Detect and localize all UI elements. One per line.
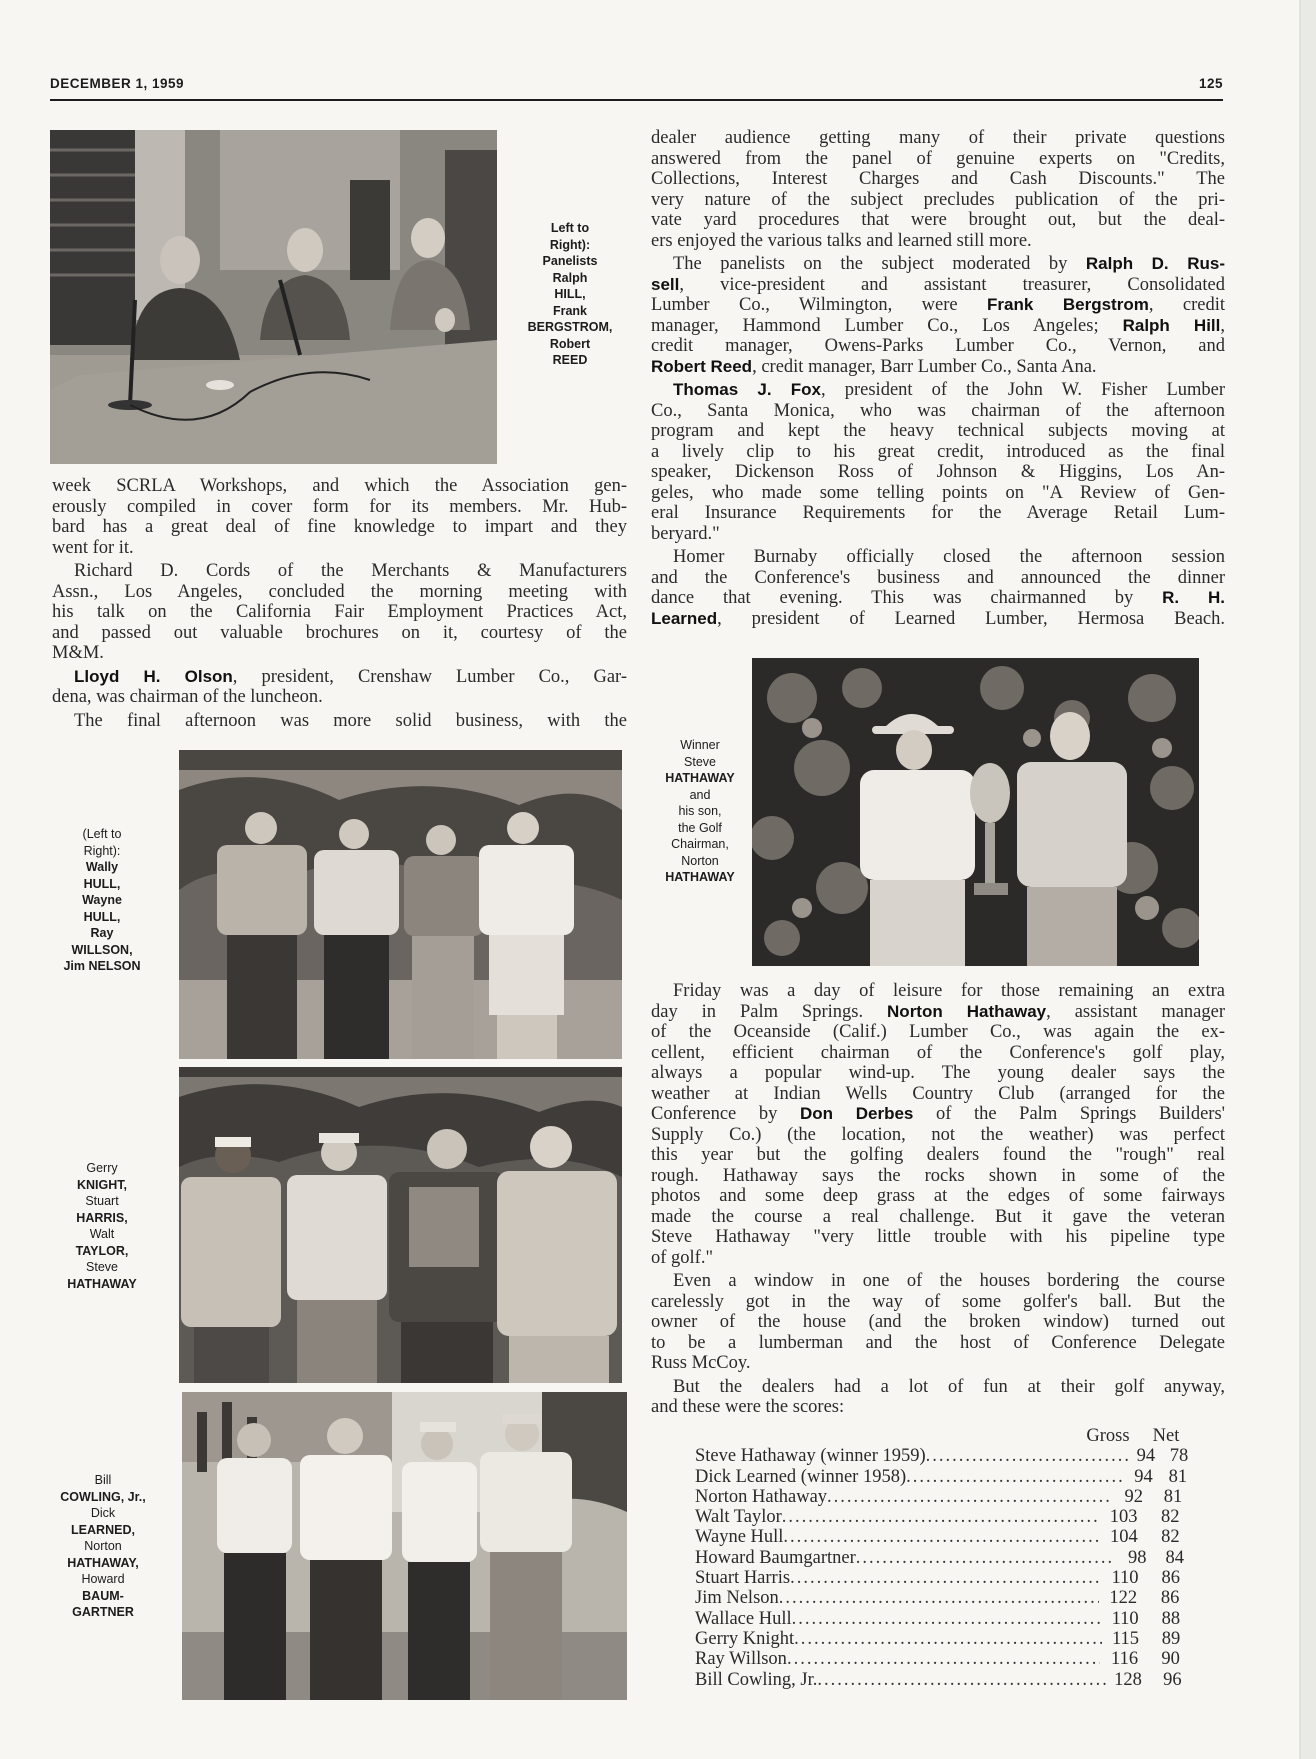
net-score: 96	[1163, 1669, 1182, 1690]
player-name: Howard Baumgartner	[695, 1547, 856, 1568]
net-score: 81	[1163, 1486, 1183, 1507]
caption-winner: Winner Steve HATHAWAY and his son, the Golf Chairman, Norton HATHAWAY	[665, 738, 735, 884]
gross-score: 94	[1134, 1466, 1153, 1487]
gross-score: 98	[1128, 1547, 1147, 1568]
dot-leader	[783, 1527, 1099, 1547]
score-row	[695, 1568, 1195, 1588]
dot-leader	[782, 1507, 1099, 1527]
dot-leader	[792, 1609, 1102, 1629]
gross-column-header: Gross	[1086, 1426, 1130, 1446]
gross-score: 128	[1114, 1669, 1142, 1690]
photo-golfers-cowling-learned-hathaway-baumgartner	[182, 1392, 627, 1700]
player-name: Jim Nelson	[695, 1588, 779, 1609]
right-column-text-top	[651, 128, 1225, 632]
scores-header	[695, 1426, 1195, 1446]
player-name: Stuart Harris	[695, 1568, 791, 1589]
dot-leader	[790, 1568, 1101, 1588]
paragraph: The panelists on the subject moderated by Ralph D. Rus- sell, vice-president and assistant treasurer, Consolidated Lumber Co., Wilmington, were Frank Bergstrom, credit manager, Hammond Lumber Co., Los Angeles; Ralph Hill, credit manager, Owens-Parks Lumber Co., Vernon, and Robert Reed, credit manager, Barr Lumber Co., Santa Ana.	[651, 254, 1225, 377]
dot-leader	[906, 1467, 1126, 1487]
left-column-text	[52, 476, 627, 734]
gross-score: 115	[1111, 1628, 1140, 1649]
score-row	[695, 1588, 1195, 1608]
net-score: 86	[1160, 1588, 1180, 1609]
gross-score: 110	[1111, 1568, 1139, 1589]
dot-leader	[779, 1588, 1099, 1608]
player-name: Dick Learned (winner 1958)	[695, 1466, 907, 1487]
score-row	[695, 1670, 1195, 1690]
gross-score: 116	[1111, 1649, 1139, 1670]
issue-date: DECEMBER 1, 1959	[50, 76, 185, 91]
player-name: Wayne Hull	[695, 1527, 784, 1548]
caption-golfers-3: Bill COWLING, Jr., Dick LEARNED, Norton HATHAWAY, Howard BAUM- GARTNER	[60, 1473, 146, 1619]
player-name: Gerry Knight	[695, 1628, 795, 1649]
gross-score: 103	[1109, 1507, 1138, 1528]
caption-golfers-1: (Left to Right): Wally HULL, Wayne HULL, Ray WILLSON, Jim NELSON	[63, 827, 141, 973]
paragraph: Richard D. Cords of the Merchants & Manufacturers Assn., Los Angeles, concluded the morning meeting with his talk on the California Fair Employment Practices Act, and passed out valuable brochures on it, courtesy of the M&M.	[52, 561, 627, 663]
dot-leader	[827, 1487, 1109, 1507]
photo-winner-hathaway	[752, 658, 1199, 966]
running-header	[50, 76, 1223, 91]
photo-golfers-knight-harris-taylor-hathaway	[179, 1067, 622, 1383]
score-row	[695, 1548, 1195, 1568]
net-score: 81	[1168, 1466, 1188, 1487]
net-score: 88	[1161, 1608, 1181, 1629]
gross-score: 94	[1136, 1446, 1156, 1467]
gross-score: 122	[1109, 1588, 1138, 1609]
paragraph: dealer audience getting many of their private questions answered from the panel of genuine experts on "Credits, Collections, Interest Charges and Cash Discounts." The very nature of the subject precludes publication of the pri- vate yard procedures that were brought out, but the deal- ers enjoyed the various talks and learned still more.	[651, 128, 1225, 251]
net-score: 90	[1161, 1649, 1180, 1670]
player-name: Wallace Hull	[695, 1608, 792, 1629]
caption-golfers-2: Gerry KNIGHT, Stuart HARRIS, Walt TAYLOR, Steve HATHAWAY	[67, 1161, 137, 1291]
net-score: 78	[1169, 1446, 1189, 1467]
net-score: 82	[1161, 1507, 1180, 1528]
paragraph: Homer Burnaby officially closed the afternoon session and the Conference's business and announced the dinner dance that evening. This was chairmanned by R. H. Learned, president of Learned Lumber, Hermosa Beach.	[651, 547, 1225, 629]
caption-panelists: Left to Right): Panelists Ralph HILL, Frank BERGSTROM, Robert REED	[527, 221, 613, 367]
dot-leader	[794, 1629, 1102, 1649]
gross-score: 110	[1111, 1608, 1139, 1629]
paragraph: Friday was a day of leisure for those remaining an extra day in Palm Springs. Norton Hathaway, assistant manager of the Oceanside (Calif.) Lumber Co., was again the ex- cellent, efficient chairman of the Conference's golf play, always a popular wind-up. The young dealer says the weather at Indian Wells Country Club (arranged for the Conference by Don Derbes of the Palm Springs Builders' Supply Co.) (the location, not the weather) was perfect this year but the golfing dealers found the "rough" real rough. Hathaway says the rocks shown in some of the photos and some deep grass at the edges of some fairways made the course a real challenge. But it gave the veteran Steve Hathaway "very little trouble with his pipeline type of golf."	[651, 981, 1226, 1268]
paragraph: week SCRLA Workshops, and which the Association gen- erously compiled in cover form for its members. Mr. Hub- bard has a great deal of fine knowledge to impart and they went for it.	[52, 476, 627, 558]
header-rule	[50, 99, 1223, 101]
player-name: Norton Hathaway	[695, 1486, 828, 1507]
paragraph: But the dealers had a lot of fun at their golf anyway, and these were the scores:	[651, 1376, 1225, 1417]
right-column-text-bottom	[651, 981, 1225, 1421]
player-name: Steve Hathaway (winner 1959)	[695, 1446, 926, 1467]
gross-score: 92	[1124, 1486, 1144, 1507]
gross-score: 104	[1109, 1527, 1138, 1548]
net-score: 82	[1161, 1527, 1180, 1548]
net-score: 84	[1165, 1547, 1185, 1568]
paragraph: Even a window in one of the houses bordering the course carelessly got in the way of some golfer's ball. But the owner of the house (and the broken window) turned out to be a lumberman and the host of Conference Delegate Russ McCoy.	[651, 1271, 1225, 1373]
score-row	[695, 1527, 1195, 1547]
dot-leader	[926, 1446, 1131, 1466]
paragraph: Lloyd H. Olson, president, Crenshaw Lumber Co., Gar- dena, was chairman of the luncheon.	[52, 666, 627, 707]
player-name: Ray Willson	[695, 1649, 787, 1670]
score-row	[695, 1446, 1195, 1466]
paragraph: The final afternoon was more solid business, with the	[74, 710, 627, 731]
score-row	[695, 1467, 1195, 1487]
page-number: 125	[1198, 76, 1223, 91]
score-row	[695, 1609, 1195, 1629]
dot-leader	[817, 1670, 1107, 1690]
score-row	[695, 1487, 1195, 1507]
dot-leader	[856, 1548, 1115, 1568]
golf-scores-table	[695, 1426, 1195, 1690]
net-column-header: Net	[1152, 1426, 1180, 1446]
photo-panelists	[50, 130, 497, 464]
net-score: 86	[1161, 1568, 1181, 1589]
score-row	[695, 1629, 1195, 1649]
dot-leader	[787, 1649, 1100, 1669]
score-row	[695, 1649, 1195, 1669]
net-score: 89	[1161, 1628, 1181, 1649]
paragraph: Thomas J. Fox, president of the John W. Fisher Lumber Co., Santa Monica, who was chairman of the afternoon program and kept the heavy technical subjects moving at a lively clip to his great credit, introduced as the final speaker, Dickenson Ross of Johnson & Higgins, Los An- geles, who made some telling points on "A Review of Gen- eral Insurance Requirements for the Average Retail Lum- beryard."	[651, 380, 1226, 544]
score-row	[695, 1507, 1195, 1527]
photo-golfers-hull-willson-nelson	[179, 750, 622, 1059]
player-name: Walt Taylor	[695, 1507, 782, 1528]
player-name: Bill Cowling, Jr.	[695, 1669, 818, 1690]
